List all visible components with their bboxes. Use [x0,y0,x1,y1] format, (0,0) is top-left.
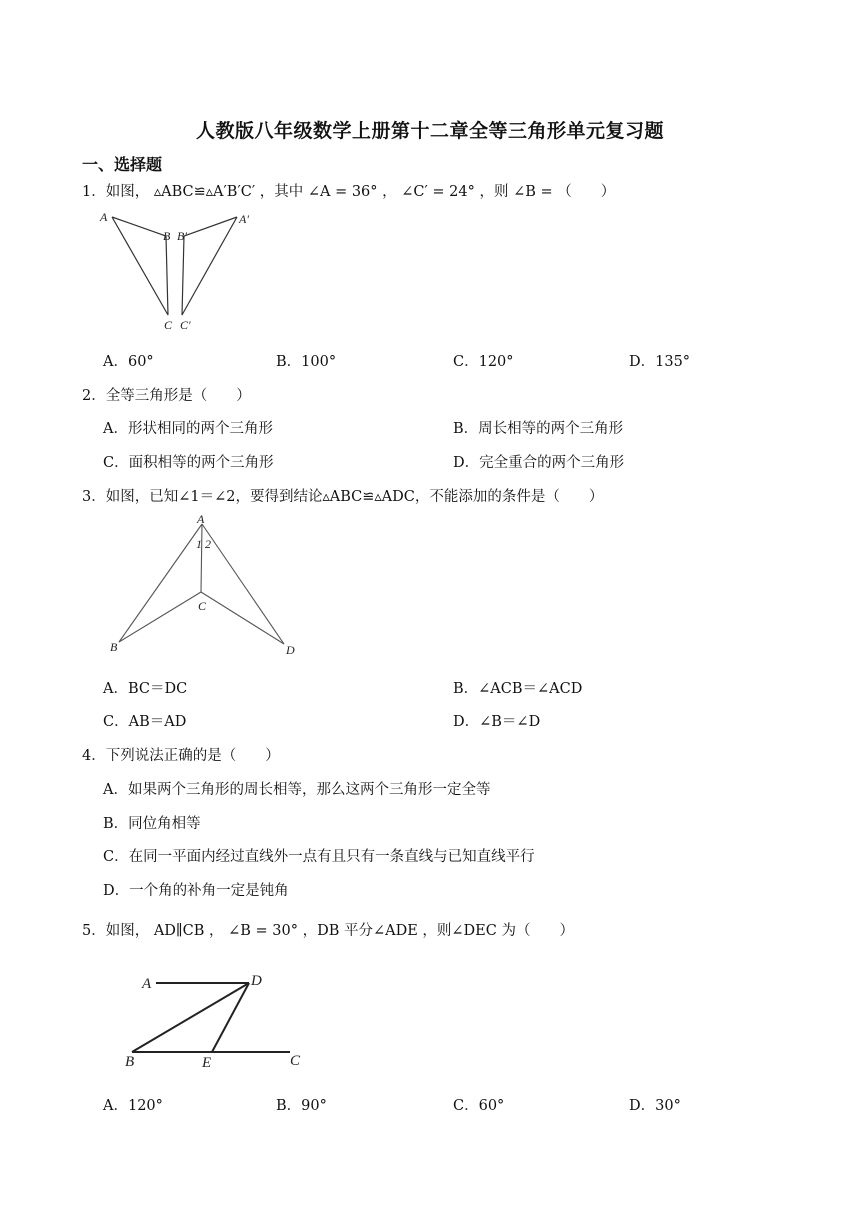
q2-option-b: B．周长相等的两个三角形 [453,421,624,437]
section-heading: 一、选择题 [82,155,163,174]
q1-label-a: A [100,210,108,224]
q5-stem: 5．如图， AD∥CB ， ∠B = 30° ，DB 平分∠ADE ，则∠DEC 为（ ） [82,923,574,939]
q4-option-a: A．如果两个三角形的周长相等，那么这两个三角形一定全等 [103,782,491,798]
q4-stem: 4．下列说法正确的是（ ） [82,748,280,764]
q5-option-d: D．30° [629,1098,681,1114]
q5-option-b: B．90° [276,1098,327,1114]
q3-option-d: D．∠B＝∠D [453,714,541,730]
q3-option-c: C．AB＝AD [103,714,187,730]
q5-label-b: B [125,1054,135,1070]
q1-label-c: C [164,318,173,332]
q5-label-e: E [202,1055,212,1071]
q1-label-b: B [163,229,171,243]
q3-label-b: B [110,640,118,654]
q4-option-c: C．在同一平面内经过直线外一点有且只有一条直线与已知直线平行 [103,849,535,865]
q1-option-c: C．120° [453,354,514,370]
q1-option-a: A．60° [103,354,154,370]
q2-option-a: A．形状相同的两个三角形 [103,421,273,437]
q5-label-d: D [251,973,262,989]
q4-option-d: D．一个角的补角一定是钝角 [103,883,289,899]
q1-option-b: B．100° [276,354,337,370]
q3-label-a: A [197,512,205,526]
q5-option-c: C．60° [453,1098,505,1114]
q4-option-b: B．同位角相等 [103,816,201,832]
q3-stem: 3．如图，已知∠1＝∠2，要得到结论▵ABC≌▵ADC，不能添加的条件是（ ） [82,489,604,505]
q1-figure [96,208,266,340]
q5-label-c: C [290,1053,301,1069]
q1-stem: 1．如图， ▵ABC≌▵A′B′C′ ，其中 ∠A = 36° ， ∠C′ = 24° ，则 ∠B = （ ） [82,184,616,200]
q1-label-c-prime: C′ [180,318,191,332]
page-title: 人教版八年级数学上册第十二章全等三角形单元复习题 [195,120,664,142]
q5-figure [118,966,318,1082]
q3-angle-2: 2 [205,537,211,551]
q1-option-d: D．135° [629,354,691,370]
q3-option-b: B．∠ACB＝∠ACD [453,681,583,697]
q3-figure [104,512,304,666]
q3-label-d: D [286,643,295,657]
q1-label-a-prime: A′ [239,212,249,226]
q3-option-a: A．BC＝DC [103,681,188,697]
q3-angle-1: 1 [196,537,202,551]
q3-label-c: C [198,599,207,613]
q5-option-a: A．120° [103,1098,163,1114]
q1-label-b-prime: B′ [177,229,187,243]
q5-label-a: A [142,976,152,992]
q2-stem: 2．全等三角形是（ ） [82,388,251,404]
q2-option-d: D．完全重合的两个三角形 [453,455,625,471]
q2-option-c: C．面积相等的两个三角形 [103,455,274,471]
